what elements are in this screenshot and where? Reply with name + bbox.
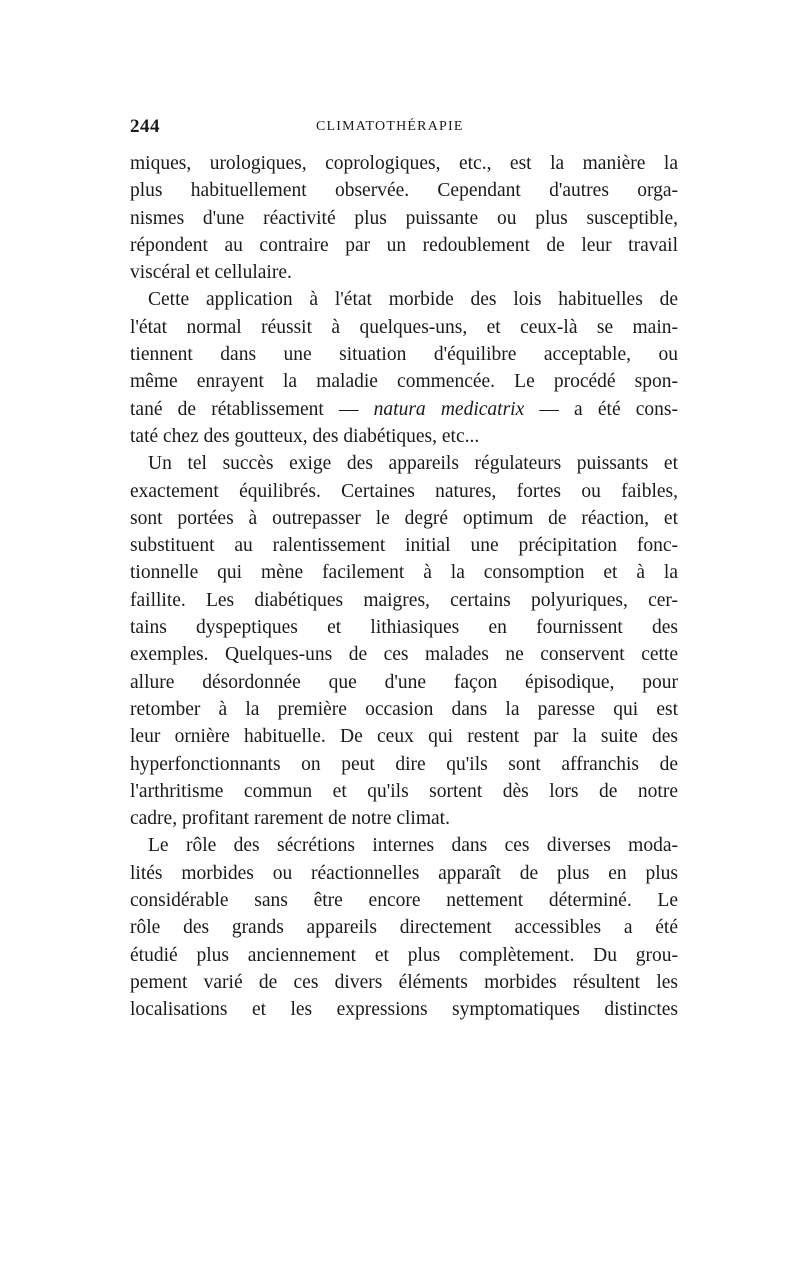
text-line: exemples. Quelques-uns de ces malades ne conservent cette bbox=[130, 644, 678, 666]
text-line: substituent au ralentissement initial une précipitation fonc- bbox=[130, 535, 678, 557]
text-line: étudié plus anciennement et plus complètement. Du grou- bbox=[130, 944, 678, 966]
text-line: retomber à la première occasion dans la paresse qui est bbox=[130, 698, 678, 720]
text-line: l'arthritisme commun et qu'ils sortent dès lors de notre bbox=[130, 780, 678, 802]
text-line: localisations et les expressions symptomatiques distinctes bbox=[130, 999, 678, 1021]
text-line: répondent au contraire par un redoublement de leur travail bbox=[130, 234, 678, 256]
text-line: leur ornière habituelle. De ceux qui restent par la suite des bbox=[130, 726, 678, 748]
page-number: 244 bbox=[130, 116, 160, 137]
text-line: cadre, profitant rarement de notre climat. bbox=[130, 808, 450, 830]
text-line: allure désordonnée que d'une façon épisodique, pour bbox=[130, 671, 678, 693]
text-line: plus habituellement observée. Cependant d'autres orga- bbox=[130, 180, 678, 202]
running-head bbox=[130, 116, 678, 140]
text-segment: — a été cons- bbox=[524, 398, 679, 420]
text-line: taté chez des goutteux, des diabétiques, etc... bbox=[130, 425, 480, 447]
text-line: hyperfonctionnants on peut dire qu'ils sont affranchis de bbox=[130, 753, 678, 775]
body-text bbox=[130, 150, 678, 1024]
text-line: rôle des grands appareils directement accessibles a été bbox=[130, 917, 678, 939]
text-line: Le rôle des sécrétions internes dans ces diverses moda- bbox=[148, 835, 678, 857]
text-line: miques, urologiques, coprologiques, etc., est la manière la bbox=[130, 153, 678, 174]
text-line: faillite. Les diabétiques maigres, certains polyuriques, cer- bbox=[130, 589, 678, 611]
italic-term: natura medicatrix bbox=[373, 398, 525, 420]
text-line-with-emphasis bbox=[130, 396, 678, 423]
text-line: tains dyspeptiques et lithiasiques en fournissent des bbox=[130, 617, 678, 639]
text-line: lités morbides ou réactionnelles apparaît de plus en plus bbox=[130, 862, 678, 884]
text-line: sont portées à outrepasser le degré optimum de réaction, et bbox=[130, 507, 678, 529]
text-line: considérable sans être encore nettement déterminé. Le bbox=[130, 890, 678, 912]
text-line: pement varié de ces divers éléments morbides résultent les bbox=[130, 971, 678, 993]
text-line: même enrayent la maladie commencée. Le procédé spon- bbox=[130, 371, 678, 393]
running-title: CLIMATOTHÉRAPIE bbox=[316, 119, 464, 134]
text-line: nismes d'une réactivité plus puissante ou plus susceptible, bbox=[130, 207, 678, 229]
text-line: viscéral et cellulaire. bbox=[130, 262, 292, 284]
text-line: tiennent dans une situation d'équilibre acceptable, ou bbox=[130, 344, 678, 366]
text-segment: tané de rétablissement — bbox=[130, 398, 374, 420]
text-line: exactement équilibrés. Certaines natures, fortes ou faibles, bbox=[130, 480, 678, 502]
text-line: Cette application à l'état morbide des lois habituelles de bbox=[148, 289, 678, 311]
text-line: Un tel succès exige des appareils régulateurs puissants et bbox=[148, 453, 678, 475]
text-line: tionnelle qui mène facilement à la consomption et à la bbox=[130, 562, 678, 584]
text-line: l'état normal réussit à quelques-uns, et ceux-là se main- bbox=[130, 316, 678, 338]
